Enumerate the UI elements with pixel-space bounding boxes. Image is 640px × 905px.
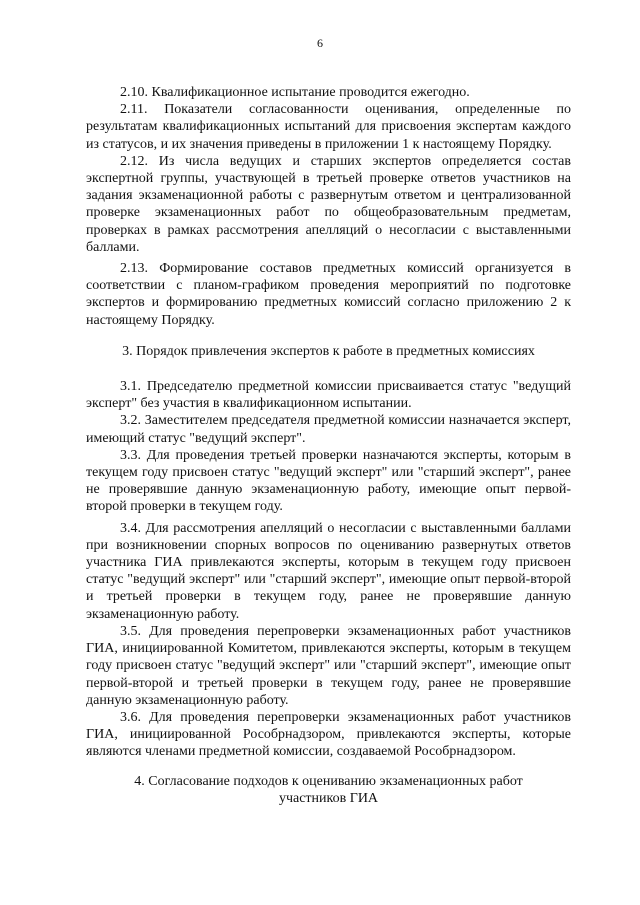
- paragraph-2-10: 2.10. Квалификационное испытание проводится ежегодно.: [120, 85, 470, 100]
- document-body: [86, 84, 571, 807]
- section-4-heading: 4. Согласование подходов к оцениванию экзаменационных работ участников ГИА: [134, 773, 523, 806]
- paragraph-3-5: 3.5. Для проведения перепроверки экзаменационных работ участников ГИА, инициированной Комитетом, привлекаются эксперты, которым в текущем году присвоен статус "ведущий эксперт" или "старший эксперт", имеющие опыт первой-второй и третьей проверки в текущем году, ранее не проверявшие данную экзаменационную работу.: [86, 623, 571, 708]
- paragraph-2-12: 2.12. Из числа ведущих и старших экспертов определяется состав экспертной группы, участвующей в третьей проверке ответов участников на задания экзаменационной работы с развернутым ответом и централизованной проверке экзаменационных работ по общеобразовательным предметам, проверках в рамках рассмотрения апелляций о несогласии с выставленными баллами.: [86, 153, 571, 255]
- paragraph-3-4: 3.4. Для рассмотрения апелляций о несогласии с выставленными баллами при возникновении спорных вопросов по оцениванию развернутых ответов участника ГИА привлекаются эксперты, которым в текущем году присвоен статус "ведущий эксперт" или "старший эксперт", имеющие опыт первой-второй и третьей проверки в текущем году, ранее не проверявшие данную экзаменационную работу.: [86, 520, 571, 622]
- paragraph-2-11: 2.11. Показатели согласованности оценивания, определенные по результатам квалификационных испытаний для присвоения экспертам каждого из статусов, и их значения приведены в приложении 1 к настоящему Порядку.: [86, 102, 571, 152]
- paragraph-3-3: 3.3. Для проведения третьей проверки назначаются эксперты, которым в текущем году присвоен статус "ведущий эксперт" или "старший эксперт", ранее не проверявшие данную экзаменационную работу, имеющие опыт первой-второй проверки в текущем году.: [86, 447, 571, 515]
- paragraph-3-6: 3.6. Для проведения перепроверки экзаменационных работ участников ГИА, инициированной Рособрнадзором, привлекаются эксперты, которые являются членами предметной комиссии, создаваемой Рособрнадзором.: [86, 709, 571, 760]
- paragraph-3-2: 3.2. Заместителем председателя предметной комиссии назначается эксперт, имеющий статус "ведущий эксперт".: [86, 413, 571, 446]
- paragraph-3-1: 3.1. Председателю предметной комиссии присваивается статус "ведущий эксперт" без участия в квалификационном испытании.: [86, 379, 571, 412]
- paragraph-2-13: 2.13. Формирование составов предметных комиссий организуется в соответствии с планом-графиком проведения мероприятий по подготовке экспертов и формированию предметных комиссий согласно приложению 2 к настоящему Порядку.: [86, 261, 571, 328]
- page-number: 6: [317, 36, 323, 50]
- section-3-heading: 3. Порядок привлечения экспертов к работе в предметных комиссиях: [122, 343, 535, 359]
